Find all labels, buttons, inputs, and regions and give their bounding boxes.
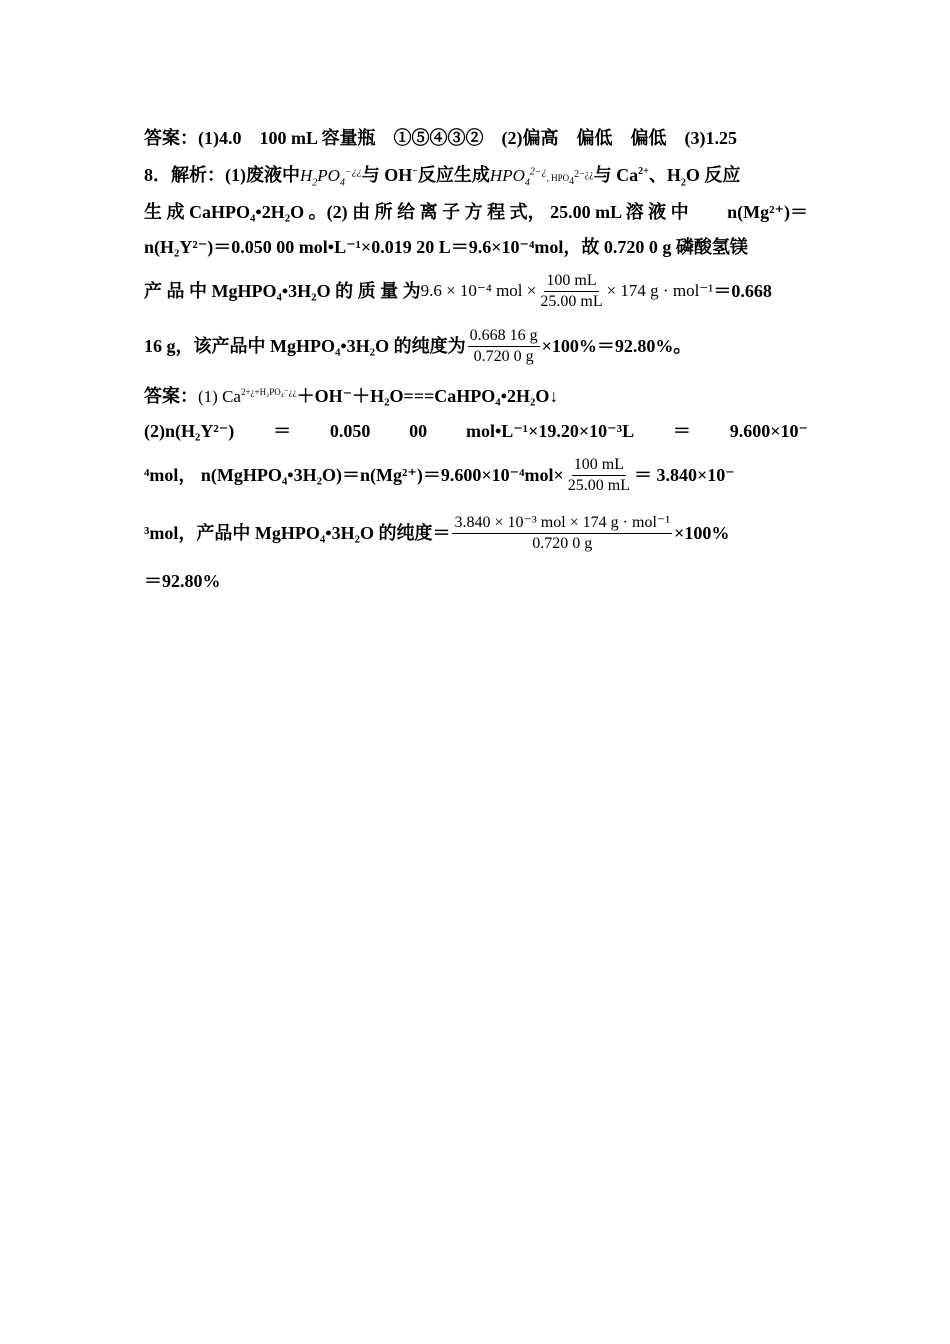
analysis-text-n: n(Mg²⁺)＝ [727,202,808,222]
answer-8-line-3 [144,453,808,497]
answer-8-line-1 [144,385,808,408]
answer-8-line-5 [144,570,808,592]
fraction-numerator: 3.840 × 10⁻³ mol × 174 g · mol⁻¹ [452,513,672,534]
expression-right: × 174 g · mol⁻¹ [606,281,714,300]
fraction-numerator: 0.668 16 g [468,326,540,347]
answer-token: mol•L⁻¹×19.20×10⁻³L [465,421,635,441]
analysis-text: 反应生成 [417,165,490,185]
analysis-text: 生 成 CaHPO₄•2H₂O 。(2) 由 所 给 离 子 方 程 式， 25.00 mL 溶 液 中 [144,202,689,222]
answer-8-line-2 [144,420,808,442]
fraction-purity [452,513,672,554]
answer-text: ×100% [674,523,730,543]
answer-token: ＝ [672,421,691,441]
fraction-purity [468,326,540,367]
answer-token: 9.600×10⁻ [729,421,808,441]
answer-text: ³mol，产品中 MgHPO₄•3H₂O 的纯度＝ [144,523,451,543]
analysis-text: O 反应 [685,165,741,185]
analysis-label: 解析： [171,165,225,185]
answer-formula: (1) Ca [198,387,241,406]
analysis-text: 产 品 中 MgHPO₄•3H₂O 的 质 量 为 [144,281,421,301]
analysis-8-line-3 [144,236,808,258]
analysis-text: ×100%＝92.80%。 [541,336,692,356]
answer-7-line [144,127,808,149]
question-number: 8． [144,165,171,185]
answer-token: 0.050 [329,421,371,441]
analysis-text: 16 g，该产品中 MgHPO₄•3H₂O 的纯度为 [144,336,466,356]
fraction-denominator: 25.00 mL [540,292,603,310]
fraction-denominator: 0.720 0 g [473,347,534,365]
fraction-denominator: 25.00 mL [567,476,630,494]
formula-hpo4-small: , $HPO_4^{2-¿¿}$ [546,169,594,187]
analysis-8-line-5 [144,325,808,367]
analysis-text: 与 OH [361,165,413,185]
analysis-8-line-4 [144,271,808,311]
analysis-8-start: 8．解析：(1)废液中$H_2PO_4^{-¿¿}$与 OH−反应生成$HPO_4^{2-¿}$, $HPO_4^{2-¿¿}$与 $Ca^{2+}$、$H_2O$ 反应 [144,165,741,189]
analysis-text: (1)废液中 [225,165,300,185]
fraction-numerator: 100 mL [544,271,598,292]
answer-7-text: (1)4.0 100 mL 容量瓶 ①⑤④③② (2)偏高 偏低 偏低 (3)1.25 [198,128,737,148]
answer-8-line-4 [144,510,808,556]
answer-text: ＝92.80% [144,571,221,591]
fraction-volume [566,455,632,496]
analysis-text: n(H₂Y²⁻)＝0.050 00 mol•L⁻¹×0.019 20 L＝9.6×10⁻⁴mol，故 0.720 0 g 磷酸氢镁 [144,237,748,257]
formula-h2po4: $H_2PO_4^{-¿¿}$ [300,166,362,189]
analysis-text: 与 Ca [593,165,639,185]
fraction-denominator: 0.720 0 g [532,534,593,552]
answer-token: (2)n(H₂Y²⁻) [144,421,235,441]
answer-text: ⁴mol， n(MgHPO₄•3H₂O)＝n(Mg²⁺)＝9.600×10⁻⁴mol× [144,465,564,485]
fraction-volume [538,271,604,312]
answer-text: ＝ 3.840×10⁻ [633,465,735,485]
fraction-numerator: 100 mL [572,455,626,476]
answer-label: 答案： [144,128,198,148]
formula-hpo4: $HPO_4^{2-¿}$ [489,166,547,189]
answer-token: ＝ [273,421,292,441]
expression-left: 9.6 × 10⁻⁴ mol × [420,281,537,300]
answer-text: ＋OH⁻＋H₂O===CaHPO₄•2H₂O↓ [296,386,559,406]
answer-label: 答案： [144,386,198,406]
answer-formula-sup: 2+¿+H₂PO₄⁻¿¿ [240,387,297,397]
answer-token: 00 [409,421,428,441]
analysis-8-line-1 [144,164,808,189]
analysis-text: 、H [648,165,681,185]
analysis-result: ＝0.668 [713,281,772,301]
analysis-8-line-2 [144,201,808,223]
